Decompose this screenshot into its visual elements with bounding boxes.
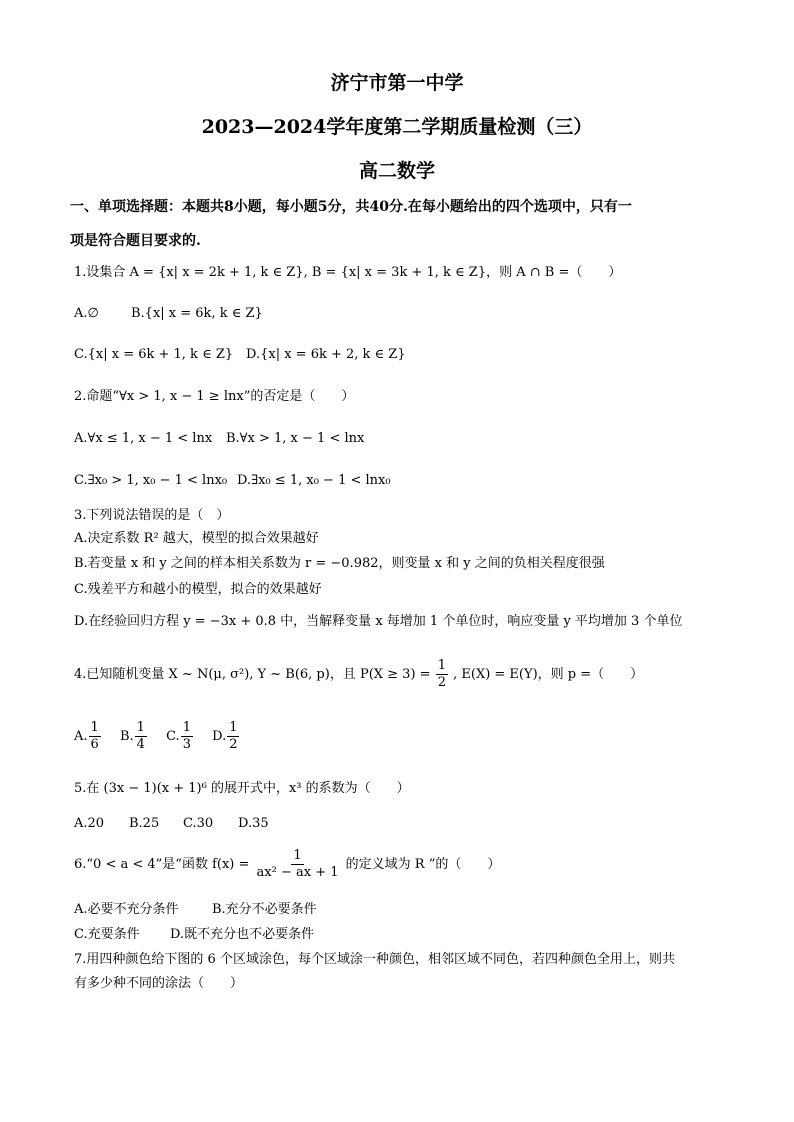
q1-option-d: D.{x| x = 6k + 2, k ∈ Z} xyxy=(246,347,406,362)
q2-stem: 2.命题“∀x > 1, x − 1 ≥ lnx”的否定是（ ） xyxy=(74,389,355,404)
q6-option-c: C.充要条件 xyxy=(74,927,140,942)
q6-stem-fraction-num: 1 xyxy=(293,848,302,863)
q5-option-a: A.20 xyxy=(74,816,105,831)
q4-option-a-den: 6 xyxy=(90,737,99,752)
q5-option-b: B.25 xyxy=(129,816,160,831)
q1-option-b: B.{x| x = 6k, k ∈ Z} xyxy=(131,306,263,321)
exam-title: 2023—2024学年度第二学期质量检测（三） xyxy=(201,116,593,138)
q4-option-d-den: 2 xyxy=(229,737,238,752)
q6-stem-fraction xyxy=(255,848,341,881)
q2-option-b: B.∀x > 1, x − 1 < lnx xyxy=(226,431,365,446)
q6-stem-fraction-den: ax² − ax + 1 xyxy=(256,865,339,880)
q4-option-b-label: B. xyxy=(119,729,134,744)
q3-stem: 3.下列说法错误的是（ ） xyxy=(74,508,230,523)
q3-option-c: C.残差平方和越小的模型，拟合的效果越好 xyxy=(74,582,322,597)
school-name: 济宁市第一中学 xyxy=(330,72,464,94)
q4-option-a-label: A. xyxy=(74,729,88,744)
q4-stem-fraction xyxy=(436,658,448,691)
q4-options xyxy=(74,720,254,754)
q2-option-c: C.∃x₀ > 1, x₀ − 1 < lnx₀ xyxy=(74,473,228,488)
q2-option-a: A.∀x ≤ 1, x − 1 < lnx xyxy=(74,431,213,446)
q4-stem-fraction-den: 2 xyxy=(437,675,446,690)
q6-stem-pre: 6.“0 < a < 4”是“函数 f(x) = xyxy=(74,857,250,872)
q3-option-b: B.若变量 x 和 y 之间的样本相关系数为 r = −0.982，则变量 x 和 y 之间的负相关程度很强 xyxy=(74,556,605,571)
q7-stem-line2: 有多少种不同的涂法（ ） xyxy=(74,976,244,991)
q4-option-c-label: C. xyxy=(166,729,180,744)
subject-title: 高二数学 xyxy=(358,160,435,182)
q4-option-c-den: 3 xyxy=(182,737,191,752)
q4-option-d xyxy=(212,720,240,754)
q4-option-d-num: 1 xyxy=(229,720,238,735)
q6-option-b: B.充分不必要条件 xyxy=(212,902,317,917)
q4-option-c xyxy=(166,720,194,754)
q1-option-c: C.{x| x = 6k + 1, k ∈ Z} xyxy=(74,347,234,362)
q1-option-a: A.∅ xyxy=(74,306,99,321)
q4-option-c-num: 1 xyxy=(182,720,191,735)
q4-stem-post: , E(X) = E(Y)，则 p =（ ） xyxy=(453,667,644,682)
q6-option-a: A.必要不充分条件 xyxy=(74,902,179,917)
q4-option-a-num: 1 xyxy=(90,720,99,735)
q6-stem-post: 的定义域为 R ”的（ ） xyxy=(345,857,501,872)
q4-option-a-fraction xyxy=(89,720,101,753)
q5-option-d: D.35 xyxy=(238,816,269,831)
q4-option-b-fraction xyxy=(135,720,147,753)
q4-option-d-fraction xyxy=(227,720,239,753)
q4-stem-fraction-num: 1 xyxy=(437,658,446,673)
q4-option-c-fraction xyxy=(181,720,193,753)
q4-stem xyxy=(74,658,643,692)
q4-option-d-label: D. xyxy=(212,729,227,744)
q4-option-b-num: 1 xyxy=(136,720,145,735)
q4-option-b-den: 4 xyxy=(136,737,145,752)
q4-option-b xyxy=(120,720,148,754)
q3-option-d: D.在经验回归方程 y = −3x + 0.8 中，当解释变量 x 每增加 1 个单位时，响应变量 y 平均增加 3 个单位 xyxy=(74,614,683,629)
q6-option-d: D.既不充分也不必要条件 xyxy=(170,927,315,942)
section-heading-line2: 项是符合题目要求的. xyxy=(70,233,201,249)
q5-option-c: C.30 xyxy=(183,816,214,831)
q7-stem-line1: 7.用四种颜色给下图的 6 个区域涂色，每个区域涂一种颜色，相邻区域不同色，若四种颜色全用上，则共 xyxy=(74,952,675,967)
q4-stem-pre: 4.已知随机变量 X ~ N(μ, σ²), Y ~ B(6, p)，且 P(X ≥ 3) = xyxy=(74,667,431,682)
q5-stem: 5.在 (3x − 1)(x + 1)⁶ 的展开式中，x³ 的系数为（ ） xyxy=(74,781,410,796)
q2-option-d: D.∃x₀ ≤ 1, x₀ − 1 < lnx₀ xyxy=(237,473,391,488)
q3-option-a: A.决定系数 R² 越大，模型的拟合效果越好 xyxy=(74,531,319,546)
q6-stem xyxy=(74,848,500,882)
q4-option-a xyxy=(74,720,102,754)
q1-stem: 1.设集合 A = {x| x = 2k + 1, k ∈ Z}, B = {x| x = 3k + 1, k ∈ Z}，则 A ∩ B =（ ） xyxy=(74,265,622,280)
section-heading-line1: 一、单项选择题：本题共8小题，每小题5分，共40分.在每小题给出的四个选项中，只有一 xyxy=(70,199,632,215)
